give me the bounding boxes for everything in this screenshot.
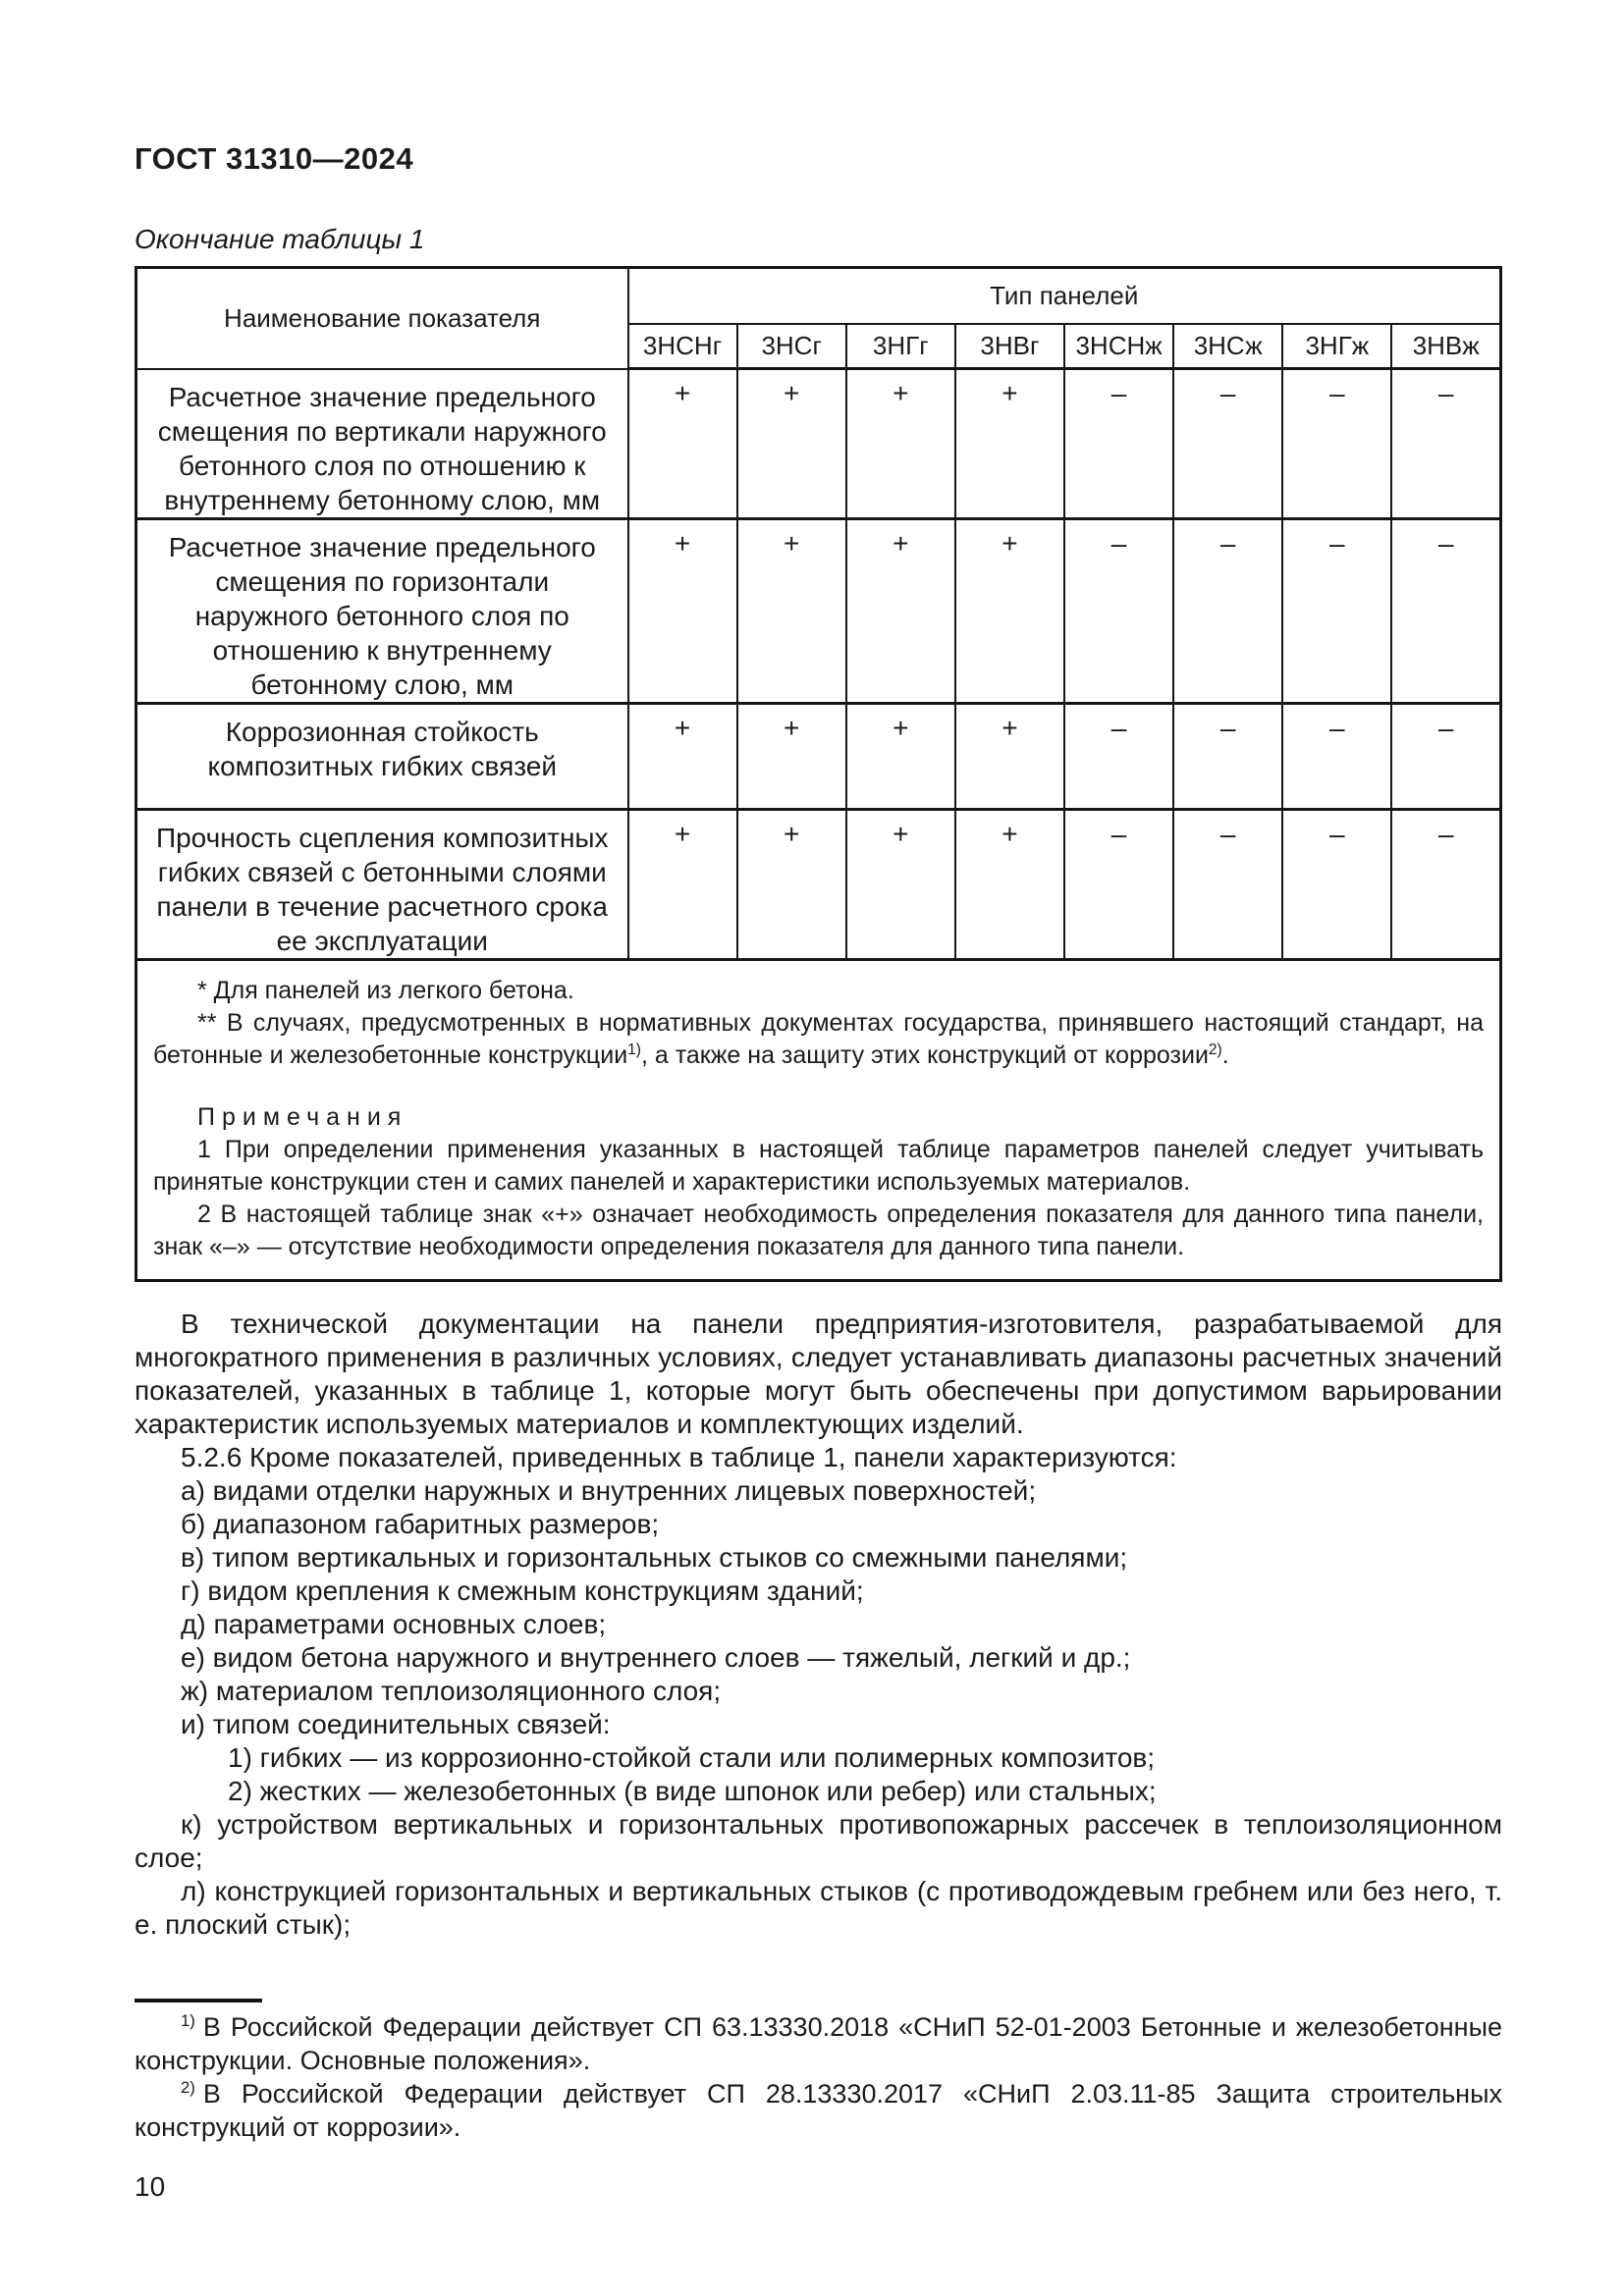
indicator-name-cell: Коррозионная стойкость композитных гибких связей: [136, 703, 628, 809]
value-cell: +: [955, 369, 1064, 519]
footnote-marker-1: 1): [181, 2011, 195, 2031]
note-1: 1 При определении применения указанных в настоящей таблице параметров панелей следует учитывать принятые конструкции стен и самих панелей и характеристики используемых материалов.: [153, 1135, 1484, 1196]
value-cell: +: [737, 809, 846, 959]
value-cell: +: [955, 703, 1064, 809]
value-cell: +: [846, 369, 955, 519]
page-footnotes: [135, 2010, 1502, 2144]
value-cell: +: [955, 518, 1064, 703]
note-2: 2 В настоящей таблице знак «+» означает необходимость определения показателя для данного типа панели, знак «–» — отсутствие необходимости определения показателя для данного типа панели.: [153, 1200, 1484, 1260]
value-cell: –: [1282, 369, 1391, 519]
notes-title: Примечания: [197, 1102, 408, 1131]
table-row: [136, 369, 1501, 519]
page-footnote-2: $^{2)}$ В Российской Федерации действует СП 28.13330.2017 «СНиП 2.03.11-85 Защита строительных конструкций от коррозии».: [135, 2078, 1502, 2142]
value-cell: +: [955, 809, 1064, 959]
list-item: г) видом крепления к смежным конструкциям зданий;: [181, 1575, 864, 1606]
table-footnotes-cell: [136, 959, 1501, 1280]
value-cell: –: [1173, 809, 1282, 959]
table-caption: Окончание таблицы 1: [135, 224, 425, 254]
value-cell: +: [846, 518, 955, 703]
indicator-name-cell: Прочность сцепления композитных гибких связей с бетонными слоями панели в течение расчетного срока ее эксплуатации: [136, 809, 628, 959]
panel-type-header: 3НВг: [955, 324, 1064, 369]
table-footnote-2: ** В случаях, предусмотренных в нормативных документах государства, принявшего настоящий стандарт, на бетонные и железобетонные конструкции$^{1)}$, а также на защиту этих конструкций от коррозии$^{2)}$.: [153, 1008, 1484, 1069]
panel-type-header: 3НСНг: [628, 324, 737, 369]
value-cell: +: [628, 369, 737, 519]
panel-type-header: 3НСг: [737, 324, 846, 369]
panel-type-header: 3НСж: [1173, 324, 1282, 369]
value-cell: –: [1282, 809, 1391, 959]
list-item: а) видами отделки наружных и внутренних лицевых поверхностей;: [181, 1474, 1037, 1506]
panel-type-header: 3НСНж: [1064, 324, 1173, 369]
paragraph: В технической документации на панели предприятия-изготовителя, разрабатываемой для многократного применения в различных условиях, следует устанавливать диапазоны расчетных значений показателей, указанных в таблице 1, которые могут быть обеспечены при допустимом варьировании характеристик используемых материалов и комплектующих изделий.: [135, 1308, 1502, 1439]
value-cell: +: [737, 369, 846, 519]
value-cell: +: [737, 703, 846, 809]
value-cell: –: [1173, 518, 1282, 703]
value-cell: +: [628, 809, 737, 959]
footnote-ref-1: 1): [627, 1041, 641, 1058]
table-row: [136, 809, 1501, 959]
page-content: [135, 0, 1502, 2203]
list-item: д) параметрами основных слоев;: [181, 1608, 607, 1639]
list-subitem: 1) гибких — из коррозионно-стойкой стали или полимерных композитов;: [228, 1741, 1156, 1773]
list-subitem: 2) жестких — железобетонных (в виде шпонок или ребер) или стальных;: [228, 1775, 1157, 1806]
value-cell: –: [1282, 518, 1391, 703]
list-item: и) типом соединительных связей:: [181, 1708, 611, 1739]
body-text: [135, 1308, 1502, 1942]
list-item: в) типом вертикальных и горизонтальных стыков со смежными панелями;: [181, 1541, 1128, 1573]
value-cell: –: [1064, 369, 1173, 519]
table-footnotes-row: [136, 959, 1501, 1280]
value-cell: –: [1391, 809, 1500, 959]
value-cell: –: [1391, 518, 1500, 703]
list-item: к) устройством вертикальных и горизонтальных противопожарных рассечек в теплоизоляционном слое;: [135, 1808, 1502, 1873]
clause-5-2-6: 5.2.6 Кроме показателей, приведенных в таблице 1, панели характеризуются:: [181, 1441, 1177, 1472]
table-footnote-1: * Для панелей из легкого бетона.: [197, 976, 574, 1004]
list-item: б) диапазоном габаритных размеров;: [181, 1508, 660, 1539]
panel-type-group-header: Тип панелей: [628, 268, 1501, 324]
panel-type-header: 3НВж: [1391, 324, 1500, 369]
page-footnote-1: $^{1)}$ В Российской Федерации действует СП 63.13330.2018 «СНиП 52-01-2003 Бетонные и железобетонные конструкции. Основные положения».: [135, 2011, 1502, 2075]
footnote-marker-2: 2): [181, 2078, 195, 2098]
value-cell: +: [846, 703, 955, 809]
footnote-ref-2: 2): [1208, 1041, 1222, 1058]
value-cell: –: [1282, 703, 1391, 809]
list-item: л) конструкцией горизонтальных и вертикальных стыков (с противодождевым гребнем или без него, т. е. плоский стык);: [135, 1875, 1502, 1940]
list-item: е) видом бетона наружного и внутреннего слоев — тяжелый, легкий и др.;: [181, 1641, 1131, 1673]
value-cell: +: [737, 518, 846, 703]
indicator-name-cell: Расчетное значение предельного смещения по вертикали наружного бетонного слоя по отношению к внутреннему бетонному слою, мм: [136, 369, 628, 519]
value-cell: +: [628, 518, 737, 703]
value-cell: –: [1064, 703, 1173, 809]
indicator-name-cell: Расчетное значение предельного смещения по горизонтали наружного бетонного слоя по отношению к внутреннему бетонному слою, мм: [136, 518, 628, 703]
table-row: [136, 703, 1501, 809]
value-cell: –: [1173, 369, 1282, 519]
standard-number: ГОСТ 31310—2024: [135, 141, 414, 176]
panel-indicators-table: [135, 266, 1502, 1282]
page-number: 10: [135, 2170, 166, 2202]
panel-type-header: 3НГг: [846, 324, 955, 369]
value-cell: –: [1173, 703, 1282, 809]
table-row: [136, 518, 1501, 703]
panel-type-header: 3НГж: [1282, 324, 1391, 369]
indicator-name-header: Наименование показателя: [136, 268, 628, 369]
list-item: ж) материалом теплоизоляционного слоя;: [181, 1675, 722, 1706]
value-cell: –: [1391, 703, 1500, 809]
value-cell: –: [1391, 369, 1500, 519]
value-cell: –: [1064, 809, 1173, 959]
value-cell: +: [628, 703, 737, 809]
footnote-separator-rule: [135, 1999, 262, 2002]
value-cell: –: [1064, 518, 1173, 703]
value-cell: +: [846, 809, 955, 959]
